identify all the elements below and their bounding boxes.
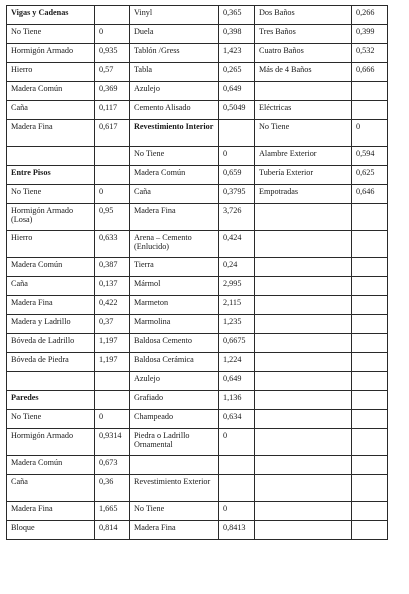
item-label-cell: Revestimiento Interior [130, 120, 219, 147]
item-value-cell [352, 231, 388, 258]
item-value-cell: 0,3795 [219, 185, 255, 204]
item-label-cell: Caña [7, 475, 95, 502]
item-value-cell: 0,57 [95, 63, 130, 82]
item-value-cell: 0,8413 [219, 521, 255, 540]
item-value-cell: 1,665 [95, 502, 130, 521]
item-label-cell: No Tiene [130, 502, 219, 521]
item-value-cell [352, 502, 388, 521]
item-label-cell: Vinyl [130, 6, 219, 25]
item-label-cell [255, 391, 352, 410]
item-label-cell [255, 231, 352, 258]
item-label-cell: Madera y Ladrillo [7, 315, 95, 334]
item-value-cell: 0,649 [219, 372, 255, 391]
item-label-cell: No Tiene [7, 25, 95, 44]
item-value-cell: 0,659 [219, 166, 255, 185]
item-label-cell [7, 147, 95, 166]
table-row [7, 296, 388, 315]
table-row [7, 410, 388, 429]
item-value-cell [219, 456, 255, 475]
item-value-cell [352, 315, 388, 334]
item-value-cell [95, 166, 130, 185]
item-value-cell: 0,137 [95, 277, 130, 296]
item-label-cell: Cemento Alisado [130, 101, 219, 120]
table-row [7, 185, 388, 204]
table-row [7, 120, 388, 147]
item-value-cell: 0,594 [352, 147, 388, 166]
item-label-cell: No Tiene [7, 410, 95, 429]
table-row [7, 25, 388, 44]
item-label-cell: Tubería Exterior [255, 166, 352, 185]
item-label-cell: Hormigón Armado [7, 44, 95, 63]
item-label-cell: Bloque [7, 521, 95, 540]
table-row [7, 82, 388, 101]
item-value-cell [95, 372, 130, 391]
table-row [7, 277, 388, 296]
item-label-cell [255, 315, 352, 334]
table-row [7, 456, 388, 475]
item-label-cell: Madera Fina [7, 120, 95, 147]
item-value-cell [352, 334, 388, 353]
item-value-cell: 0,36 [95, 475, 130, 502]
item-value-cell: 2,115 [219, 296, 255, 315]
item-value-cell: 1,423 [219, 44, 255, 63]
item-value-cell: 0,117 [95, 101, 130, 120]
item-value-cell: 3,726 [219, 204, 255, 231]
item-value-cell [352, 101, 388, 120]
item-label-cell: Marmolina [130, 315, 219, 334]
table-row [7, 391, 388, 410]
item-label-cell: Cuatro Baños [255, 44, 352, 63]
item-value-cell [352, 521, 388, 540]
item-label-cell: Revestimiento Exterior [130, 475, 219, 502]
item-value-cell [95, 147, 130, 166]
item-value-cell: 0 [95, 185, 130, 204]
item-label-cell: Duela [130, 25, 219, 44]
item-value-cell: 0,369 [95, 82, 130, 101]
item-value-cell [219, 120, 255, 147]
table-row [7, 372, 388, 391]
item-label-cell: Baldosa Cemento [130, 334, 219, 353]
table-row [7, 429, 388, 456]
item-value-cell [95, 391, 130, 410]
item-value-cell: 0,646 [352, 185, 388, 204]
item-value-cell: 0,634 [219, 410, 255, 429]
item-label-cell [255, 296, 352, 315]
item-value-cell: 0 [95, 410, 130, 429]
item-value-cell [95, 6, 130, 25]
item-label-cell: Alambre Exterior [255, 147, 352, 166]
item-value-cell: 0,399 [352, 25, 388, 44]
item-label-cell [255, 429, 352, 456]
table-row [7, 521, 388, 540]
item-label-cell: No Tiene [130, 147, 219, 166]
item-value-cell: 0 [352, 120, 388, 147]
item-value-cell: 0,422 [95, 296, 130, 315]
valuation-table [6, 5, 388, 540]
item-value-cell: 0 [95, 25, 130, 44]
item-value-cell [352, 258, 388, 277]
item-value-cell: 2,995 [219, 277, 255, 296]
item-label-cell: No Tiene [7, 185, 95, 204]
item-label-cell: Madera Fina [130, 521, 219, 540]
table-row [7, 258, 388, 277]
item-value-cell: 0,814 [95, 521, 130, 540]
item-value-cell [352, 82, 388, 101]
item-label-cell: Mármol [130, 277, 219, 296]
table-row [7, 334, 388, 353]
item-value-cell [352, 475, 388, 502]
item-value-cell: 0,365 [219, 6, 255, 25]
item-label-cell: Azulejo [130, 82, 219, 101]
item-value-cell: 1,235 [219, 315, 255, 334]
item-value-cell: 0,673 [95, 456, 130, 475]
item-label-cell: Champeado [130, 410, 219, 429]
item-label-cell: Dos Baños [255, 6, 352, 25]
item-label-cell: Bóveda de Ladrillo [7, 334, 95, 353]
item-value-cell: 0,265 [219, 63, 255, 82]
table-row [7, 147, 388, 166]
item-label-cell [255, 204, 352, 231]
item-value-cell: 0,935 [95, 44, 130, 63]
item-value-cell: 1,197 [95, 334, 130, 353]
item-value-cell: 0,266 [352, 6, 388, 25]
item-label-cell [255, 82, 352, 101]
document-page [6, 5, 388, 540]
item-value-cell: 0,398 [219, 25, 255, 44]
item-label-cell: Azulejo [130, 372, 219, 391]
item-value-cell: 0 [219, 502, 255, 521]
item-value-cell [352, 204, 388, 231]
item-label-cell: Tabla [130, 63, 219, 82]
item-label-cell [255, 372, 352, 391]
item-value-cell [352, 296, 388, 315]
item-value-cell [352, 353, 388, 372]
item-label-cell: Bóveda de Piedra [7, 353, 95, 372]
item-label-cell: Tablón /Gress [130, 44, 219, 63]
item-label-cell: Entre Pisos [7, 166, 95, 185]
item-label-cell [255, 353, 352, 372]
item-label-cell: Eléctricas [255, 101, 352, 120]
item-label-cell: Caña [7, 277, 95, 296]
table-row [7, 6, 388, 25]
item-label-cell [255, 277, 352, 296]
table-row [7, 63, 388, 82]
item-label-cell: Hormigón Armado [7, 429, 95, 456]
item-label-cell: Hierro [7, 63, 95, 82]
item-label-cell: Madera Común [130, 166, 219, 185]
item-value-cell: 1,224 [219, 353, 255, 372]
item-value-cell: 1,136 [219, 391, 255, 410]
item-label-cell: Vigas y Cadenas [7, 6, 95, 25]
item-label-cell: Hormigón Armado (Losa) [7, 204, 95, 231]
item-value-cell [352, 456, 388, 475]
item-value-cell: 1,197 [95, 353, 130, 372]
item-value-cell: 0,95 [95, 204, 130, 231]
item-label-cell: Madera Fina [130, 204, 219, 231]
item-label-cell [255, 456, 352, 475]
item-value-cell: 0 [219, 429, 255, 456]
item-label-cell: Más de 4 Baños [255, 63, 352, 82]
item-value-cell [219, 475, 255, 502]
table-row [7, 231, 388, 258]
item-label-cell [130, 456, 219, 475]
item-label-cell: Arena – Cemento (Enlucido) [130, 231, 219, 258]
item-label-cell: Marmeton [130, 296, 219, 315]
item-value-cell: 0,24 [219, 258, 255, 277]
item-label-cell [255, 410, 352, 429]
item-label-cell [255, 475, 352, 502]
item-label-cell [255, 258, 352, 277]
item-label-cell: Tierra [130, 258, 219, 277]
item-value-cell: 0,532 [352, 44, 388, 63]
table-row [7, 166, 388, 185]
item-label-cell: Paredes [7, 391, 95, 410]
item-label-cell: Madera Fina [7, 296, 95, 315]
item-label-cell [255, 502, 352, 521]
item-value-cell: 0 [219, 147, 255, 166]
item-value-cell: 0,387 [95, 258, 130, 277]
table-row [7, 475, 388, 502]
item-value-cell: 0,649 [219, 82, 255, 101]
item-value-cell: 0,37 [95, 315, 130, 334]
item-value-cell [352, 410, 388, 429]
item-value-cell: 0,617 [95, 120, 130, 147]
table-row [7, 502, 388, 521]
item-label-cell: Madera Fina [7, 502, 95, 521]
item-value-cell [352, 277, 388, 296]
item-label-cell: Tres Baños [255, 25, 352, 44]
item-label-cell: Madera Común [7, 258, 95, 277]
item-label-cell [255, 521, 352, 540]
table-row [7, 101, 388, 120]
table-row [7, 353, 388, 372]
item-label-cell: Caña [7, 101, 95, 120]
item-value-cell [352, 372, 388, 391]
item-label-cell: Empotradas [255, 185, 352, 204]
item-value-cell: 0,5049 [219, 101, 255, 120]
item-label-cell: No Tiene [255, 120, 352, 147]
item-label-cell: Madera Común [7, 456, 95, 475]
item-value-cell: 0,666 [352, 63, 388, 82]
item-value-cell: 0,9314 [95, 429, 130, 456]
item-value-cell: 0,625 [352, 166, 388, 185]
item-value-cell: 0,633 [95, 231, 130, 258]
item-label-cell: Baldosa Cerámica [130, 353, 219, 372]
table-row [7, 44, 388, 63]
item-label-cell: Grafiado [130, 391, 219, 410]
item-value-cell: 0,424 [219, 231, 255, 258]
item-label-cell: Caña [130, 185, 219, 204]
item-label-cell [7, 372, 95, 391]
item-label-cell: Piedra o Ladrillo Ornamental [130, 429, 219, 456]
item-value-cell: 0,6675 [219, 334, 255, 353]
item-label-cell: Hierro [7, 231, 95, 258]
item-value-cell [352, 429, 388, 456]
table-row [7, 204, 388, 231]
table-row [7, 315, 388, 334]
item-label-cell [255, 334, 352, 353]
item-value-cell [352, 391, 388, 410]
item-label-cell: Madera Común [7, 82, 95, 101]
